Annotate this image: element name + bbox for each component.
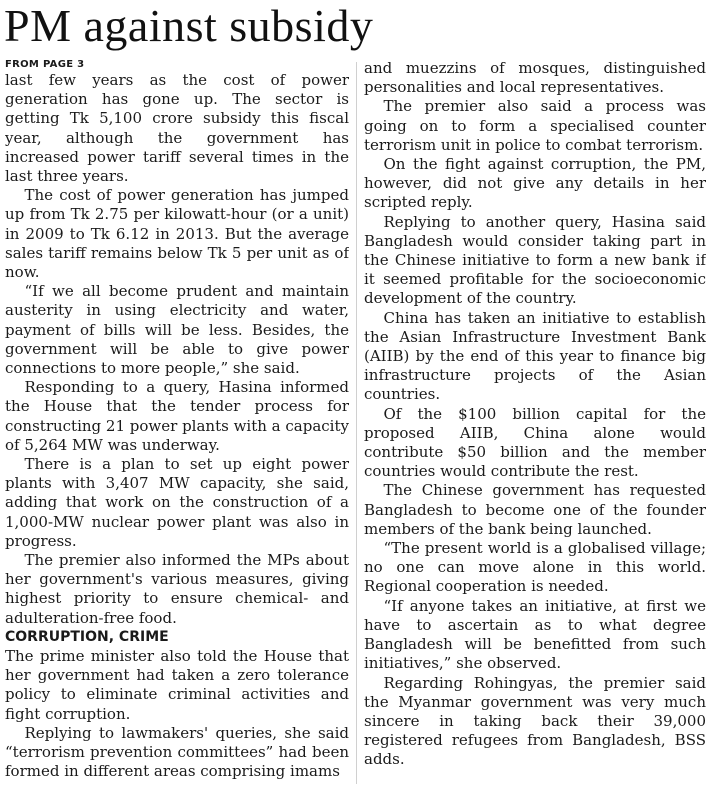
section-subhead: CORRUPTION, CRIME: [5, 628, 169, 645]
paragraph: last few years as the cost of power generation has gone up. The sector is getting Tk 5,100 crore subsidy this fiscal year, although the government has increased power tariff several times in the last three years.: [5, 71, 349, 186]
paragraph: Responding to a query, Hasina informed the House that the tender process for constructing 21 power plants with a capacity of 5,264 MW was underway.: [5, 378, 349, 454]
article-column-right: [364, 59, 706, 770]
from-page-label: FROM PAGE 3: [5, 59, 85, 70]
headline: PM against subsidy: [4, 0, 374, 51]
column-divider: [356, 62, 357, 784]
paragraph: “The present world is a globalised village; no one can move alone in this world. Regional cooperation is needed.: [364, 539, 706, 596]
paragraph: China has taken an initiative to establish the Asian Infrastructure Investment Bank (AIIB) by the end of this year to finance big infrastructure projects of the Asian countries.: [364, 308, 706, 404]
paragraph: There is a plan to set up eight power plants with 3,407 MW capacity, she said, adding that work on the construction of a 1,000-MW nuclear power plant was also in progress.: [5, 455, 349, 550]
paragraph: Replying to another query, Hasina said Bangladesh would consider taking part in the Chinese initiative to form a new bank if it seemed profitable for the socioeconomic development of the country.: [364, 212, 706, 308]
paragraph: “If we all become prudent and maintain austerity in using electricity and water, payment of bills will be less. Besides, the government will be able to give power connections to more people,” she said.: [5, 282, 349, 378]
paragraph: Replying to lawmakers' queries, she said “terrorism prevention committees” had been formed in different areas comprising imams: [5, 723, 349, 781]
paragraph: The cost of power generation has jumped up from Tk 2.75 per kilowatt-hour (or a unit) in 2009 to Tk 6.12 in 2013. But the average sales tariff remains below Tk 5 per unit as of now.: [5, 186, 349, 282]
paragraph: On the fight against corruption, the PM, however, did not give any details in her scripted reply.: [364, 155, 706, 212]
paragraph: The premier also informed the MPs about her government's various measures, giving highest priority to ensure chemical- and adulteration-free food.: [5, 551, 349, 627]
paragraph: Of the $100 billion capital for the proposed AIIB, China alone would contribute $50 billion and the member countries would contribute the rest.: [364, 404, 706, 481]
paragraph: The prime minister also told the House that her government had taken a zero tolerance policy to eliminate criminal activities and fight corruption.: [5, 646, 349, 723]
paragraph: The Chinese government has requested Bangladesh to become one of the founder members of the bank being launched.: [364, 481, 706, 538]
paragraph: The premier also said a process was going on to form a specialised counter terrorism unit in police to combat terrorism.: [364, 97, 706, 154]
article-column-left: [5, 59, 349, 781]
paragraph: “If anyone takes an initiative, at first we have to ascertain as to what degree Bangladesh will be benefitted from such initiatives,” she observed.: [364, 596, 706, 673]
paragraph: Regarding Rohingyas, the premier said the Myanmar government was very much sincere in taking back their 39,000 registered refugees from Bangladesh, BSS adds.: [364, 673, 706, 769]
paragraph: and muezzins of mosques, distinguished personalities and local representatives.: [364, 59, 706, 97]
